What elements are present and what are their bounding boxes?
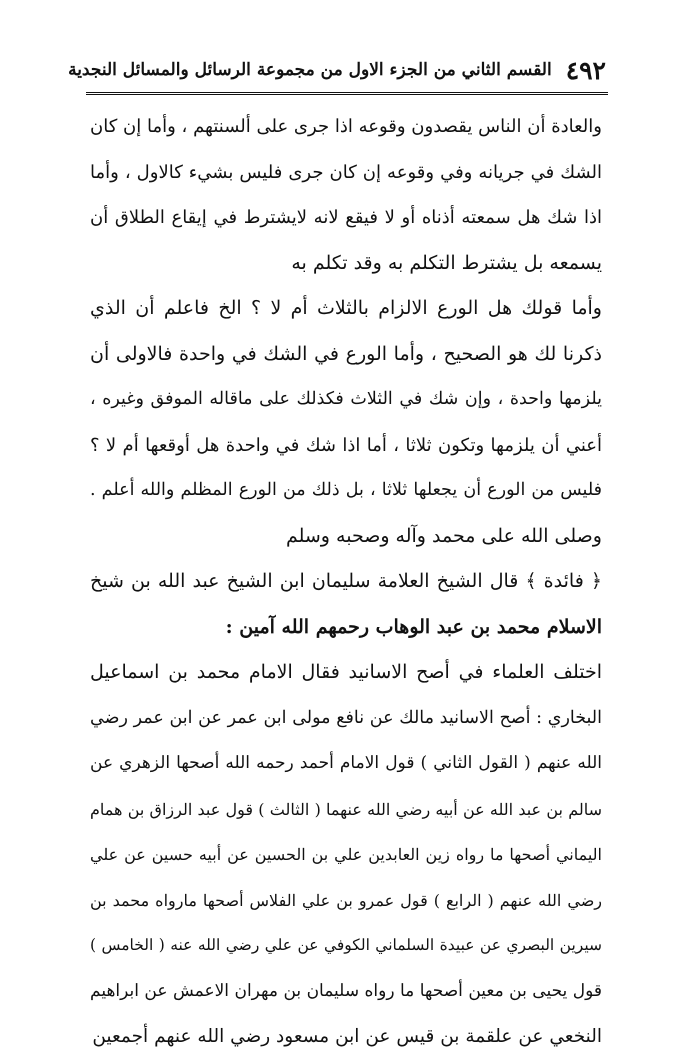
text-line: وصلى الله على محمد وآله وصحبه وسلم [285,524,602,547]
text-line: اختلف العلماء في أصح الاسانيد فقال الامام محمد بن اسماعيل [90,661,602,683]
text-line: يسمعه بل يشترط التكلم به وقد تكلم به [291,251,602,274]
running-title: القسم الثاني من الجزء الاول من مجموعة الرسائل والمسائل النجدية [68,60,552,80]
text-line: الشك في جريانه وفي وقوعه إن كان جرى فليس بشيء كالاول ، وأما [90,161,602,183]
body-text [90,104,602,1060]
text-line: سالم بن عبد الله عن أبيه رضي الله عنهما ( الثالث ) قول عبد الرزاق بن همام [90,799,602,819]
page-number: ٤٩٢ [565,55,606,85]
text-line: الاسلام محمد بن عبد الوهاب رحمهم الله آمين : [225,615,602,638]
text-line: فليس من الورع أن يجعلها ثلاثا ، بل ذلك من الورع المظلم والله أعلم . [90,480,602,500]
text-line: قول يحيى بن معين أصحها ما رواه سليمان بن مهران الاعمش عن ابراهيم [90,980,602,1001]
page-header [68,50,606,90]
header-rule [86,92,608,95]
text-line: والعادة أن الناس يقصدون وقوعه اذا جرى على ألسنتهم ، وأما إن كان [90,116,602,137]
text-line: اليماني أصحها ما رواه زين العابدين علي بن الحسين عن أبيه حسين عن علي [90,845,602,864]
fawaid-heading-line: ﴿ فائدة ﴾ قال الشيخ العلامة سليمان ابن الشيخ عبد الله بن شيخ [90,570,602,592]
text-line: الله عنهم ( القول الثاني ) قول الامام أحمد رحمه الله أصحها الزهري عن [90,753,602,773]
text-line: وأما قولك هل الورع الالزام بالثلاث أم لا ؟ الخ فاعلم أن الذي [90,297,602,319]
text-line: رضي الله عنهم ( الرابع ) قول عمرو بن علي الفلاس أصحها مارواه محمد بن [90,890,602,910]
text-line: ذكرنا لك هو الصحيح ، وأما الورع في الشك في واحدة فالاولى أن [90,342,602,365]
text-line: سيرين البصري عن عبيدة السلماني الكوفي عن علي رضي الله عنه ( الخامس ) [90,936,602,954]
text-line: اذا شك هل سمعته أذناه أو لا فيقع لانه لايشترط في إيقاع الطلاق أن [90,207,602,228]
text-line: النخعي عن علقمة بن قيس عن ابن مسعود رضي الله عنهم أجمعين [92,1026,602,1047]
text-line: البخاري : أصح الاسانيد مالك عن نافع مولى ابن عمر عن ابن عمر رضي [90,707,602,728]
text-line: أعني أن يلزمها وتكون ثلاثا ، أما اذا شك في واحدة هل أوقعها أم لا ؟ [90,434,602,456]
text-line: يلزمها واحدة ، وإن شك في الثلاث فكذلك على ماقاله الموفق وغيره ، [90,389,602,409]
